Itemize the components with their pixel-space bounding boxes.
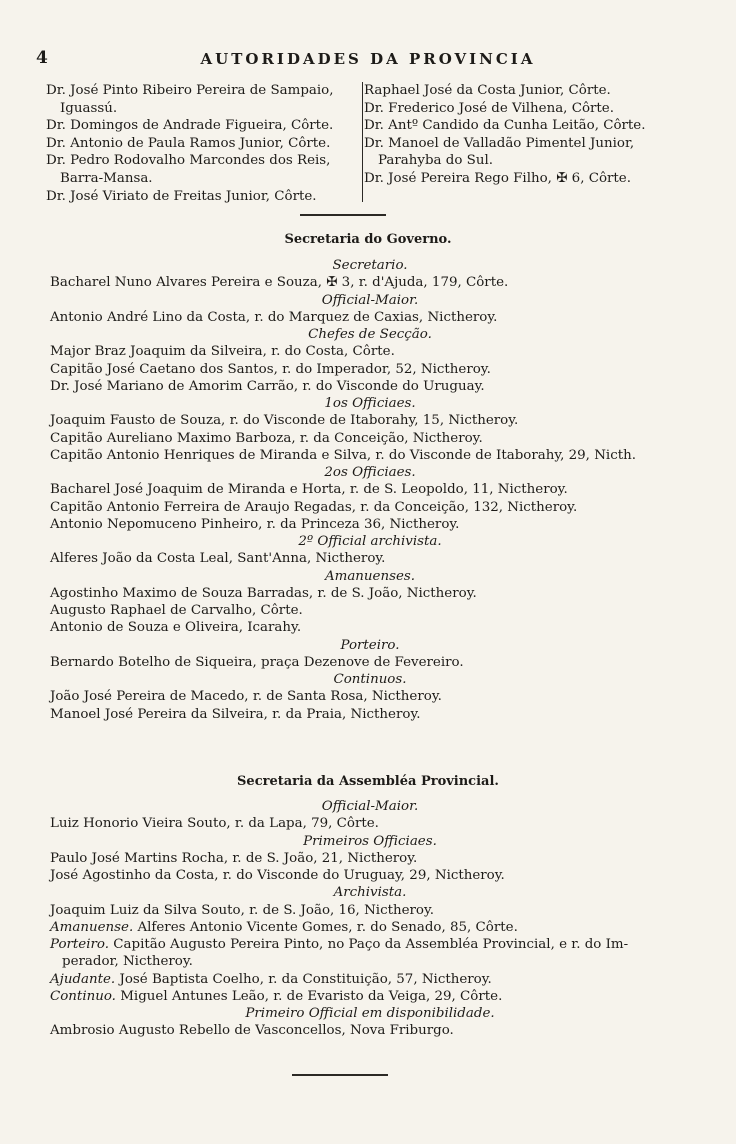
person-entry: João José Pereira de Macedo, r. de Santa Rosa, Nictheroy. [50, 689, 442, 705]
person-entry: Agostinho Maximo de Souza Barradas, r. de S. João, Nictheroy. [50, 585, 477, 601]
person-entry: Dr. José Mariano de Amorim Carrão, r. do Visconde do Uruguay. [50, 378, 485, 394]
autoridades-right-column [364, 82, 686, 188]
person-entry: Capitão Aureliano Maximo Barboza, r. da Conceição, Nictheroy. [50, 430, 483, 446]
autoridade-entry [364, 135, 686, 170]
autoridade-name: Dr. Antonio de Paula Ramos Junior, Côrte. [46, 135, 331, 151]
role-subheading: Amanuenses. [324, 568, 416, 584]
autoridade-location: Iguassú. [60, 100, 118, 116]
autoridade-name: Dr. Manoel de Valladão Pimentel Junior, [364, 135, 635, 151]
person-entry: Antonio Nepomuceno Pinheiro, r. da Princeza 36, Nictheroy. [50, 516, 460, 532]
section-heading-governo: Secretaria do Governo. [284, 232, 452, 247]
autoridade-entry [46, 117, 358, 135]
autoridade-entry [364, 100, 686, 118]
section-heading-assemblea: Secretaria da Assembléa Provincial. [237, 774, 499, 789]
entry-continuation: perador, Nictheroy. [62, 954, 193, 970]
role-subheading: 2os Officiaes. [324, 465, 416, 480]
role-subheading: Secretario. [332, 258, 408, 273]
person-entry: Bacharel José Joaquim de Miranda e Horta, r. de S. Leopoldo, 11, Nictheroy. [50, 482, 568, 498]
divider-rule [292, 1074, 388, 1076]
autoridade-entry [46, 188, 358, 206]
role-subheading: Primeiros Officiaes. [303, 833, 437, 849]
role-subheading: Porteiro. [340, 637, 400, 653]
role-subheading: 1os Officiaes. [324, 396, 416, 411]
autoridade-name: Dr. Domingos de Andrade Figueira, Côrte. [46, 118, 334, 134]
role-subheading: Continuos. [333, 672, 407, 687]
autoridades-columns [46, 82, 686, 204]
role-subheading: Primeiro Official em disponibilidade. [245, 1006, 495, 1021]
role-subheading: Archivista. [333, 885, 407, 901]
labeled-entry [50, 971, 690, 988]
role-label: Continuo. [50, 988, 116, 1004]
person-entry: José Agostinho da Costa, r. do Visconde do Uruguay, 29, Nictheroy. [50, 868, 505, 883]
autoridade-entry [364, 170, 686, 188]
role-subheading: Official-Maior. [321, 292, 419, 308]
autoridade-name: Dr. José Pinto Ribeiro Pereira de Sampaio, [46, 83, 334, 98]
role-subheading: Chefes de Secção. [308, 327, 432, 342]
person-entry: Alferes João da Costa Leal, Sant'Anna, Nictheroy. [50, 551, 386, 567]
person-entry: Joaquim Luiz da Silva Souto, r. de S. João, 16, Nictheroy. [50, 902, 435, 918]
role-label: Porteiro. [50, 937, 110, 952]
secretaria-assemblea-list [50, 798, 690, 1040]
person-entry: Antonio de Souza e Oliveira, Icarahy. [50, 620, 302, 636]
role-label: Ajudante. [50, 971, 116, 987]
page-title: AUTORIDADES DA PROVINCIA [200, 50, 536, 68]
autoridade-name: Dr. Pedro Rodovalho Marcondes dos Reis, [46, 153, 331, 169]
person-entry: Antonio André Lino da Costa, r. do Marquez de Caxias, Nictheroy. [50, 309, 498, 325]
role-subheading: 2º Official archivista. [298, 534, 442, 549]
autoridade-name: Dr. José Pereira Rego Filho, ✠ 6, Côrte. [364, 170, 631, 186]
autoridades-left-column [46, 82, 363, 202]
entry-text: Capitão Augusto Pereira Pinto, no Paço da Assembléa Provincial, e r. do Im- [113, 937, 629, 952]
person-entry: Augusto Raphael de Carvalho, Côrte. [50, 603, 303, 618]
page-number: 4 [36, 48, 48, 68]
entry-text: Miguel Antunes Leão, r. de Evaristo da Veiga, 29, Côrte. [120, 988, 503, 1004]
autoridade-entry [364, 82, 686, 100]
role-subheading: Official-Maior. [321, 799, 419, 814]
autoridade-location: Parahyba do Sul. [378, 153, 494, 169]
labeled-entry [50, 919, 690, 936]
person-entry: Capitão Antonio Ferreira de Araujo Regadas, r. da Conceição, 132, Nictheroy. [50, 499, 578, 515]
person-entry: Bacharel Nuno Alvares Pereira e Souza, ✠ 3, r. d'Ajuda, 179, Côrte. [50, 275, 509, 291]
autoridade-entry [364, 117, 686, 135]
role-label: Amanuense. [50, 919, 134, 935]
autoridade-name: Dr. Antº Candido da Cunha Leitão, Côrte. [364, 118, 646, 134]
labeled-entry [50, 988, 690, 1005]
secretaria-governo-list [50, 257, 690, 723]
autoridade-name: Raphael José da Costa Junior, Côrte. [364, 83, 611, 98]
person-entry: Paulo José Martins Rocha, r. de S. João, 21, Nictheroy. [50, 850, 418, 866]
autoridade-entry [46, 82, 358, 117]
autoridade-entry [46, 152, 358, 187]
person-entry: Ambrosio Augusto Rebello de Vasconcellos, Nova Friburgo. [50, 1023, 454, 1039]
autoridade-name: Dr. Frederico José de Vilhena, Côrte. [364, 100, 614, 116]
person-entry: Capitão José Caetano dos Santos, r. do Imperador, 52, Nictheroy. [50, 361, 491, 377]
autoridade-name: Dr. José Viriato de Freitas Junior, Côrte. [46, 188, 317, 204]
autoridade-entry [46, 135, 358, 153]
person-entry: Bernardo Botelho de Siqueira, praça Dezenove de Fevereiro. [50, 654, 464, 670]
person-entry: Major Braz Joaquim da Silveira, r. do Costa, Côrte. [50, 344, 395, 360]
labeled-entry [50, 936, 690, 953]
person-entry: Manoel José Pereira da Silveira, r. da Praia, Nictheroy. [50, 706, 421, 722]
person-entry: Joaquim Fausto de Souza, r. do Visconde de Itaborahy, 15, Nictheroy. [50, 413, 519, 429]
divider-rule [300, 214, 386, 216]
autoridade-location: Barra-Mansa. [60, 170, 153, 186]
person-entry: Capitão Antonio Henriques de Miranda e Silva, r. do Visconde de Itaborahy, 29, Nicth. [50, 447, 636, 463]
person-entry: Luiz Honorio Vieira Souto, r. da Lapa, 79, Côrte. [50, 816, 379, 832]
entry-text: José Baptista Coelho, r. da Constituição, 57, Nictheroy. [119, 971, 492, 987]
entry-text: Alferes Antonio Vicente Gomes, r. do Senado, 85, Côrte. [137, 919, 518, 935]
